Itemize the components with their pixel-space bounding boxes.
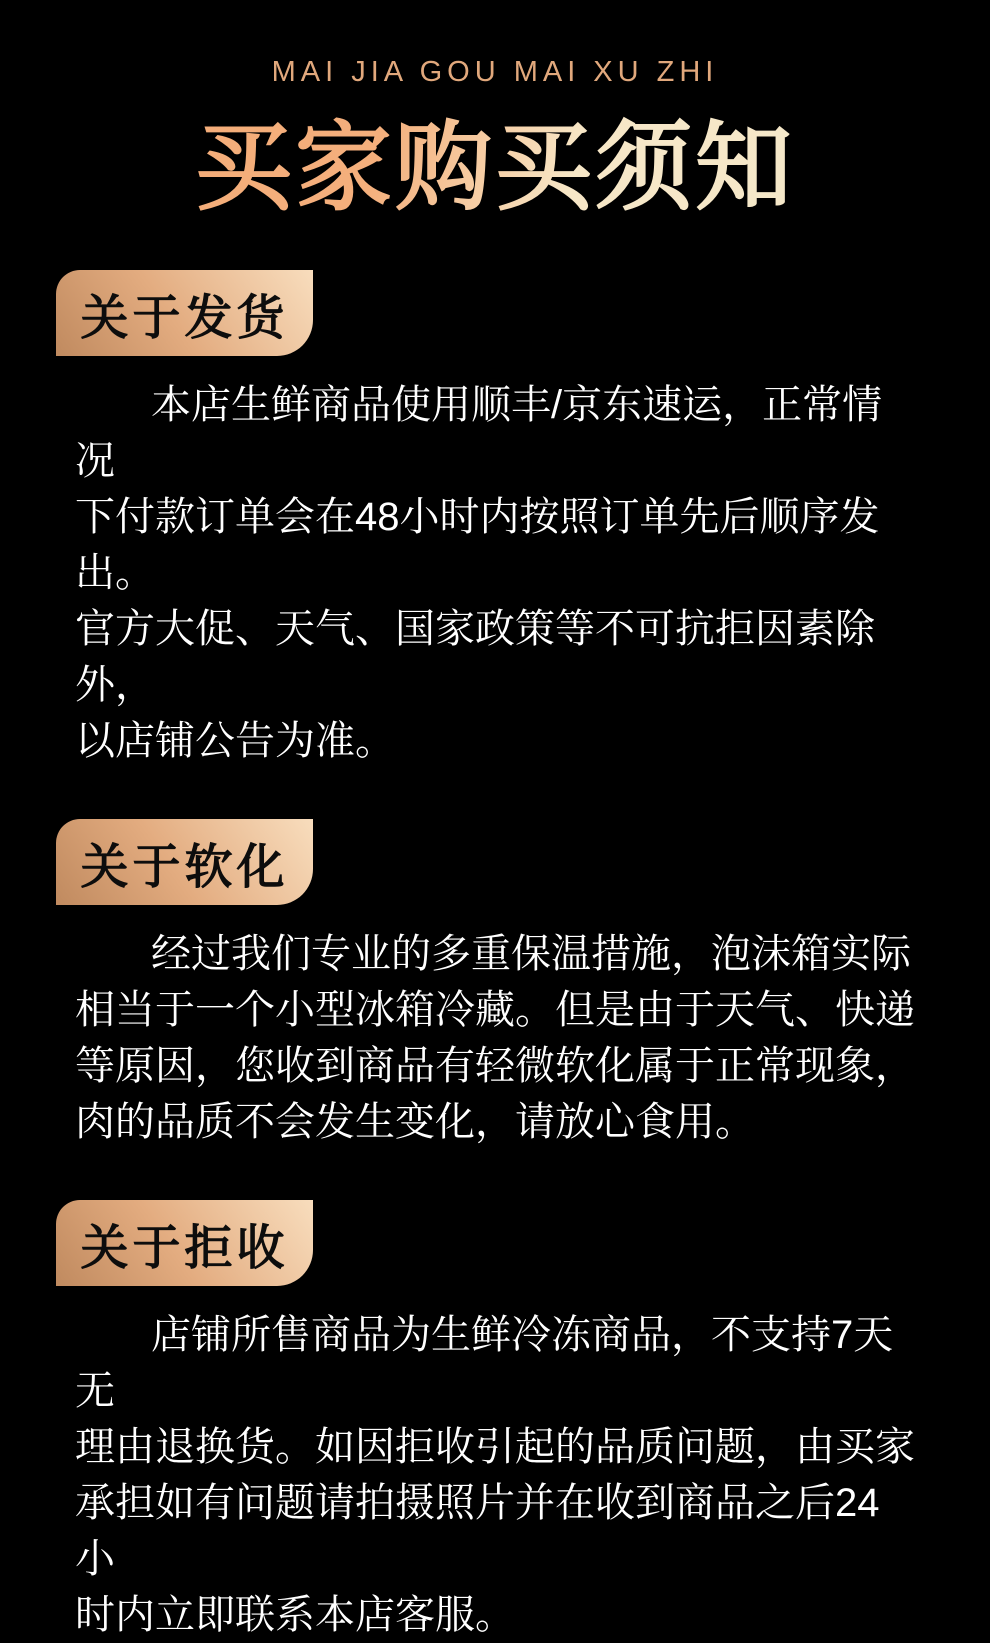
softening-line-4: 肉的品质不会发生变化，请放心食用。 xyxy=(75,1100,755,1144)
page-header xyxy=(0,0,990,220)
section-rejection xyxy=(0,1200,990,1643)
shipping-line-2: 下付款订单会在48小时内按照订单先后顺序发出。 xyxy=(75,495,880,595)
softening-line-2: 相当于一个小型冰箱冷藏。但是由于天气、快递 xyxy=(75,988,915,1032)
section-shipping xyxy=(0,270,990,769)
badge-rejection-label: 关于拒收 xyxy=(80,1221,289,1275)
shipping-line-3: 官方大促、天气、国家政策等不可抗拒因素除外， xyxy=(75,607,875,707)
badge-rejection xyxy=(56,1200,313,1286)
badge-shipping-label: 关于发货 xyxy=(80,291,289,345)
badge-softening-label: 关于软化 xyxy=(80,840,289,894)
rejection-line-2: 理由退换货。如因拒收引起的品质问题，由买家 xyxy=(75,1425,915,1469)
rejection-line-4: 时内立即联系本店客服。 xyxy=(75,1593,515,1637)
shipping-paragraph xyxy=(0,377,990,769)
rejection-line-1: 店铺所售商品为生鲜冷冻商品，不支持7天无 xyxy=(75,1313,894,1413)
shipping-line-4: 以店铺公告为准。 xyxy=(75,719,395,763)
rejection-line-3: 承担如有问题请拍摄照片并在收到商品之后24小 xyxy=(75,1481,880,1581)
pinyin-subtitle: MAI JIA GOU MAI XU ZHI xyxy=(271,56,719,88)
shipping-line-1: 本店生鲜商品使用顺丰/京东速运，正常情况 xyxy=(75,383,883,483)
badge-softening xyxy=(56,819,313,905)
softening-line-1: 经过我们专业的多重保温措施，泡沫箱实际 xyxy=(151,932,911,976)
badge-shipping xyxy=(56,270,313,356)
softening-line-3: 等原因，您收到商品有轻微软化属于正常现象， xyxy=(75,1044,915,1088)
section-softening xyxy=(0,819,990,1150)
softening-paragraph xyxy=(0,926,990,1150)
page-title: 买家购买须知 xyxy=(0,116,990,220)
rejection-paragraph xyxy=(0,1307,990,1643)
